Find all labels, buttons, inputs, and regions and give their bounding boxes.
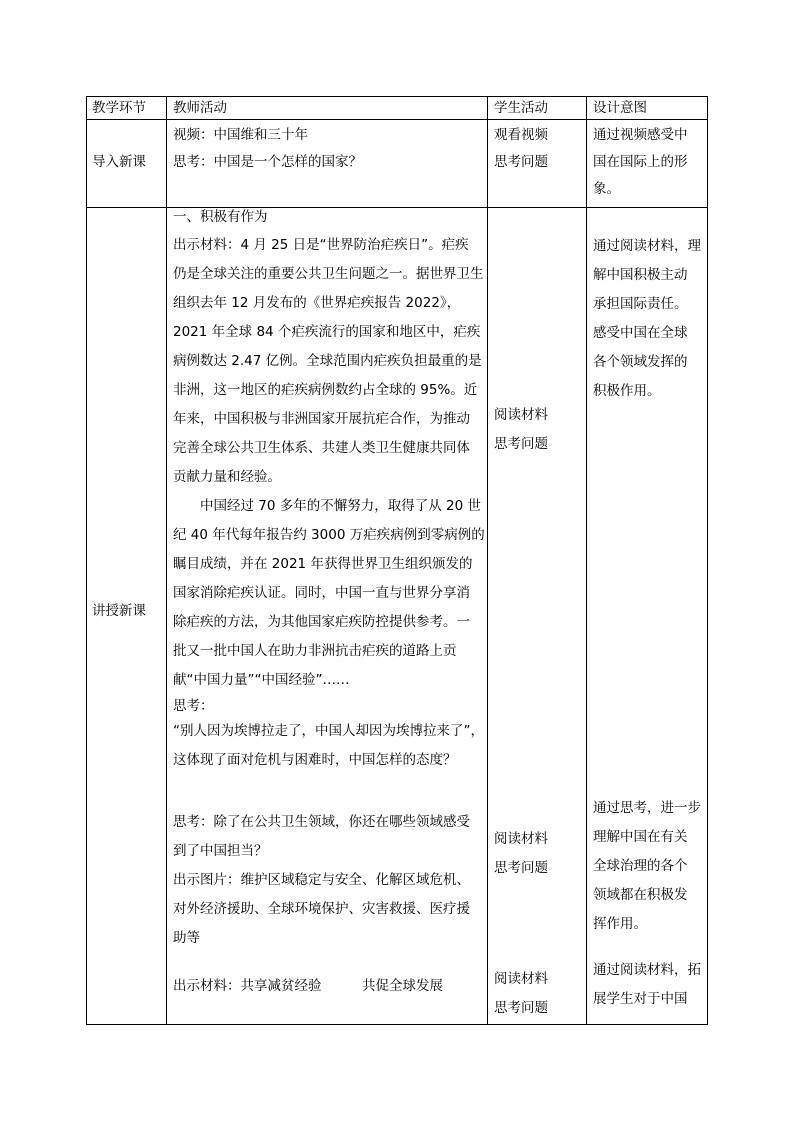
text-line: 观看视频 <box>494 127 548 143</box>
row-divider <box>87 207 707 208</box>
text-line: 全球治理的各个 <box>593 858 688 874</box>
text-line: 思考问题 <box>494 436 548 452</box>
intro-teacher-activity <box>173 122 362 176</box>
teacher-think-other-fields <box>173 808 483 953</box>
header-design-intent: 设计意图 <box>593 100 647 116</box>
text-line: 除疟疾的方法，为其他国家疟疾防控提供参考。一 <box>173 614 470 630</box>
text-line: 领域都在积极发 <box>593 887 688 903</box>
text-line: 助等 <box>173 930 200 946</box>
text-line: 年来，中国积极与非洲国家开展抗疟合作，为推动 <box>173 411 470 427</box>
text-line: 2021 年全球 84 个疟疾流行的国家和地区中，疟疾 <box>173 324 481 340</box>
text-line: 通过思考，进一步 <box>593 800 701 816</box>
text-line: 象。 <box>593 181 620 197</box>
header-teaching-stage: 教学环节 <box>92 100 146 116</box>
header-teacher-activity: 教师活动 <box>173 100 227 116</box>
text-line: 思考问题 <box>494 154 548 170</box>
text-line: “别人因为埃博拉走了，中国人却因为埃博拉来了”， <box>173 723 484 739</box>
text-line: 通过阅读材料，拓 <box>593 962 701 978</box>
text-line: 视频：中国维和三十年 <box>173 127 308 143</box>
text-line: 出示图片：维护区域稳定与安全、化解区域危机、 <box>173 872 470 888</box>
text-line: 出示材料：4 月 25 日是“世界防治疟疾日”。疟疾 <box>173 237 469 253</box>
text-line: 贡献力量和经验。 <box>173 469 281 485</box>
design-intent-c <box>593 956 701 1014</box>
text-line: 思考：除了在公共卫生领域，你还在哪些领域感受 <box>173 814 470 830</box>
text-line: 对外经济援助、全球环境保护、灾害救援、医疗援 <box>173 901 470 917</box>
teacher-heading: 一、积极有作为 <box>173 209 268 225</box>
design-intent-b <box>593 794 701 939</box>
text-line: 阅读材料 <box>494 971 548 987</box>
teacher-material-poverty: 出示材料：共享减贫经验 共促全球发展 <box>173 978 443 994</box>
column-divider <box>166 97 167 1024</box>
section-intro: 导入新课 <box>92 154 146 170</box>
intro-design-intent <box>593 122 688 203</box>
design-intent-a <box>593 232 701 406</box>
teacher-material-china-effort <box>173 492 483 775</box>
text-line: 思考： <box>173 698 214 714</box>
text-line: 到了中国担当？ <box>173 843 268 859</box>
column-divider <box>487 97 488 1024</box>
column-divider <box>586 97 587 1024</box>
text-line: 阅读材料 <box>494 407 548 423</box>
text-line: 感受中国在全球 <box>593 325 688 341</box>
header-student-activity: 学生活动 <box>494 100 548 116</box>
text-line: 献“中国力量”“中国经验”…… <box>173 672 350 688</box>
text-line: 批又一批中国人在助力非洲抗击疟疾的道路上贡 <box>173 643 457 659</box>
text-line: 理解中国在有关 <box>593 829 688 845</box>
text-line: 挥作用。 <box>593 916 647 932</box>
text-line: 仍是全球关注的重要公共卫生问题之一。据世界卫生 <box>173 266 484 282</box>
text-line: 思考：中国是一个怎样的国家？ <box>173 154 362 170</box>
text-line: 非洲，这一地区的疟疾病例数约占全球的 95%。近 <box>173 382 478 398</box>
text-line: 通过阅读材料，理 <box>593 238 701 254</box>
text-line: 思考问题 <box>494 860 548 876</box>
student-activity-a <box>494 401 548 459</box>
section-new-lesson: 讲授新课 <box>92 603 146 619</box>
text-line: 积极作用。 <box>593 383 661 399</box>
text-line: 各个领域发挥的 <box>593 354 688 370</box>
row-divider <box>87 119 707 120</box>
text-line: 完善全球公共卫生体系、共建人类卫生健康共同体 <box>173 440 470 456</box>
text-line: 病例数达 2.47 亿例。全球范围内疟疾负担最重的是 <box>173 353 482 369</box>
text-line: 解中国积极主动 <box>593 267 688 283</box>
text-line: 组织去年 12 月发布的《世界疟疾报告 2022》， <box>173 295 461 311</box>
text-line: 瞩目成绩，并在 2021 年获得世界卫生组织颁发的 <box>173 556 473 572</box>
student-activity-b <box>494 825 548 883</box>
teacher-material-malaria <box>173 231 483 492</box>
text-line: 阅读材料 <box>494 831 548 847</box>
student-activity-c <box>494 965 548 1023</box>
text-line: 思考问题 <box>494 1000 548 1016</box>
text-line: 中国经过 70 多年的不懈努力，取得了从 20 世 <box>173 498 482 514</box>
text-line: 展学生对于中国 <box>593 991 688 1007</box>
text-line: 承担国际责任。 <box>593 296 688 312</box>
text-line: 国家消除疟疾认证。同时，中国一直与世界分享消 <box>173 585 470 601</box>
intro-student-activity <box>494 122 548 176</box>
text-line: 纪 40 年代每年报告约 3000 万疟疾病例到零病例的 <box>173 527 485 543</box>
text-line: 这体现了面对危机与困难时，中国怎样的态度？ <box>173 752 457 768</box>
text-line: 通过视频感受中 <box>593 127 688 143</box>
lesson-plan-table <box>86 96 708 1025</box>
text-line: 国在国际上的形 <box>593 154 688 170</box>
